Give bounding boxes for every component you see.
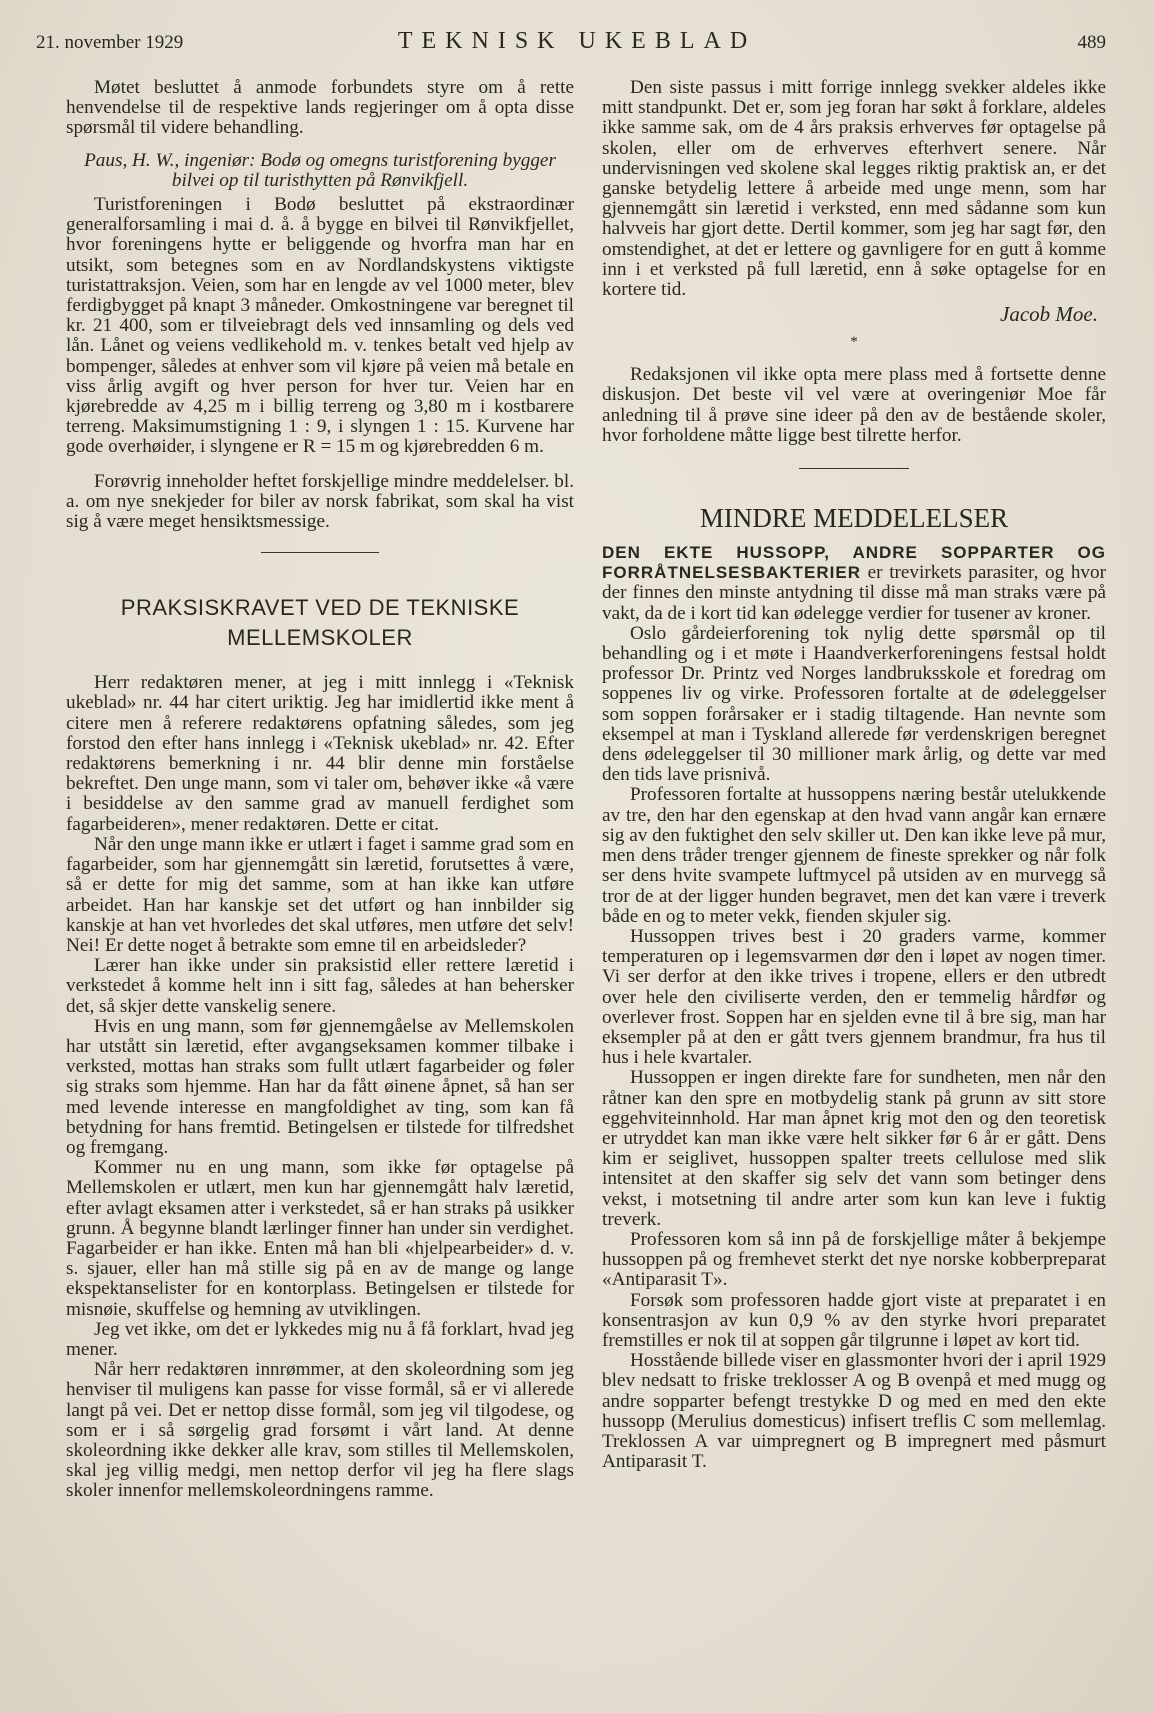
- paragraph: Oslo gårdeierforening tok nylig dette spørsmål op til behandling og i et møte i Haandverkerforeningens festsal holdt professor Dr. Printz ved Norges landbruksskole et foredrag om soppenes liv og virke. Professoren fortalte at de ødeleggelser som soppen forårsaker er i stadig tiltagende. Han nevnte som eksempel at man i Tyskland allerede før verdenskrigen beregnet dens ødeleggelser til 30 millioner mark årlig, og dette var med den tids lave prisnivå.: [602, 622, 1106, 786]
- asterisk-separator: *: [850, 334, 858, 351]
- paragraph: Når den unge mann ikke er utlært i faget i samme grad som en fagarbeider, som har gjennemgått sin læretid, forutsettes å være, så er dette for mig det samme, som at han ikke kan utføre arbeidet. Han har kanskje set det utført og han innbilder sig kanskje at han vet hvorledes det skal utføres, men utføre det selv! Nei! Er dette noget å betrakte som emne til en arbeidsleder?: [66, 833, 574, 956]
- issue-date: 21. november 1929: [36, 32, 184, 53]
- article-byline: Paus, H. W., ingeniør: Bodø og omegns turistforening bygger bilvei op til turisthytten på Rønvikfjell.: [84, 149, 556, 191]
- paragraph: Herr redaktøren mener, at jeg i mitt innlegg i «Teknisk ukeblad» nr. 44 har citert uriktig. Jeg har imidlertid ikke ment å citere men å referere redaktørens opfatning således, som jeg forstod den efter hans innlegg i «Teknisk ukeblad» nr. 42. Efter redaktørens bemerkning i nr. 44 blir denne min forståelse bekreftet. Den unge mann, som vi taler om, behøver ikke «å være i besiddelse av den samme grad av manuell ferdighet som fagarbeideren», mener redaktøren. Dette er citat.: [66, 672, 574, 835]
- paragraph: Hvis en ung mann, som før gjennemgåelse av Mellemskolen har utstått sin læretid, efter avgangseksamen kommer tilbake i verksted, mottas han straks som fullt utlært fagarbeider og føler sig straks som hjemme. Han har da fått øinene åpnet, så han ser med levende interesse en mangfoldighet av ting, som kan få betydning for hans fremtid. Betingelsen er tilstede for tilfredshet og fremgang.: [66, 1015, 574, 1158]
- paragraph: Lærer han ikke under sin praksistid eller rettere læretid i verkstedet å komme helt inn i sitt fag, således at han behersker det, så skjer dette vanskelig senere.: [66, 955, 574, 1017]
- section-title: MINDRE MEDDELELSER: [699, 503, 1009, 534]
- paragraph: Professoren fortalte at hussoppens næring består utelukkende av tre, den har den egenskap at den hvad vann angår kan ernære sig av den fuktighet den selv skiller ut. Den kan ikke leve på mur, men dens tråder trenger gjennem de fineste sprekker og når folk ser dens hvite svampete luftmycel på utsiden av en murvegg så tror de at der ligger hunden begravet, men det kan være i treverk både en og to meter vekk, fienden skjuler sig.: [602, 784, 1106, 927]
- paragraph: Turistforeningen i Bodø besluttet på ekstraordinær generalforsamling i mai d. å. å bygge en bilvei til Rønvikfjellet, hvor foreningens hytte er beliggende og hvorfra man har en utsikt, som betegnes som en av Nordlandskystens viktigste turistattraksjon. Veien, som har en lengde av vel 1000 meter, blev ferdigbygget på knapt 3 måneder. Omkostningene var beregnet til kr. 21 400, som er tilveiebragt dels ved innsamling og dels ved lån. Lånet og veiens vedlikehold m. v. tenkes betalt ved hjelp av bompenger, således at enhver som vil kjøre på veien må betale en viss årlig avgift og hver person for hver tur. Veien har en kjørebredde av 4,25 m i billig terreng og 3,80 m i kostbarere terreng. Maksimumstigning 1 : 9, i slyngen 1 : 15. Kurvene har gode overhøider, i slyngene er R = 15 m og kjørebredden 6 m.: [66, 194, 574, 458]
- paragraph: Forsøk som professoren hadde gjort viste at preparatet i en konsentrasjon av kun 0,9 % av den styrke hvori preparatet fremstilles er nok til at soppen går tilgrunne i løpet av kort tid.: [602, 1289, 1106, 1351]
- paragraph: Jeg vet ikke, om det er lykkedes mig nu å få forklart, hvad jeg mener.: [66, 1318, 574, 1360]
- article-headline: PRAKSISKRAVET VED DE TEKNISKE MELLEMSKOLER: [120, 595, 520, 651]
- running-head: [0, 28, 1154, 64]
- paragraph: Den siste passus i mitt forrige innlegg svekker aldeles ikke mitt standpunkt. Det er, som jeg foran har søkt å forklare, aldeles ikke samme sak, om de 4 års praksis erhverves før optagelse på skolen, eller om de erhverves efterhvert senere. Når undervisningen ved skolene skal legges riktig praktisk an, er det ganske betydelig lettere å arbeide med unge menn, som har gjennemgått sin læretid i verksted, enn med sådanne som kun halvveis har gjort dette. Dertil kommer, som jeg har sagt før, den omstendighet, at det er lettere og gavnligere for en gutt å komme inn i et verksted på full læretid, enn å søke optagelse for en kortere tid.: [602, 77, 1106, 301]
- signature: Jacob Moe.: [1000, 302, 1098, 327]
- page-number: 489: [1077, 32, 1106, 53]
- paragraph: Professoren kom så inn på de forskjellige måter å bekjempe hussoppen på og fremhevet sterkt det nye norske kobberpreparat «Antiparasit T».: [602, 1228, 1106, 1291]
- divider: [261, 552, 379, 553]
- paragraph: Hosstående billede viser en glassmonter hvori der i april 1929 blev nedsatt to friske treklosser A og B ovenpå et med mugg og andre sopparter befengt trestykke D og med en med den ekte hussopp (Merulius domesticus) infisert treflis C som mellemlag. Treklossen A var uimpregnert og B impregnert med påsmurt Antiparasit T.: [602, 1350, 1106, 1473]
- paragraph: Møtet besluttet å anmode forbundets styre om å rette henvendelse til de respektive lands regjeringer om å opta disse spørsmål til videre behandling.: [66, 77, 574, 139]
- paragraph: Redaksjonen vil ikke opta mere plass med å fortsette denne diskusjon. Det beste vil vel være at overingeniør Moe får anledning til å prøve sine ideer på den av de bestående skoler, hvor forholdene måtte ligge best tilrette herfor.: [602, 364, 1106, 446]
- divider: [799, 468, 909, 469]
- paragraph: Hussoppen er ingen direkte fare for sundheten, men når den råtner kan den spre en motbydelig stank på grunn av sitt store eggehviteinnhold. Har man åpnet krig mot den og den teoretisk er utryddet kan man ikke være helt sikker før 6 år er gått. Dens kim er seiglivet, hussoppen spalter treets cellulose med slik intensitet at den skaffer sig selv det vann som betinger dens vekst, i motsetning til andre arter som kun kan leve i fuktig treverk.: [602, 1067, 1106, 1230]
- paragraph: Når herr redaktøren innrømmer, at den skoleordning som jeg henviser til muligens kan passe for visse formål, så er vi allerede langt på vei. Det er nettop disse formål, som jeg vil tilgodese, og som er i så sørgelig grad forsømt i vårt land. At denne skoleordning ikke dekker alle krav, som stilles til Mellemskolen, skal jeg villig medgi, men nettop derfor vil jeg ha flere slags skoler innenfor mellemskoleordningens ramme.: [66, 1359, 574, 1502]
- journal-title: TEKNISK UKEBLAD: [397, 28, 757, 54]
- paragraph: Forøvrig inneholder heftet forskjellige mindre meddelelser. bl. a. om nye snekjeder for biler av norsk fabrikat, som skal ha vist sig å være meget hensiktsmessige.: [66, 470, 574, 533]
- left-column: [66, 78, 574, 1502]
- right-column: [602, 78, 1106, 1472]
- lead-text: er trevirkets parasiter, og hvor der finnes den minste antydning til disse må man straks være på vakt, da de i kort tid kan ødelegge verdier for tusener av kroner.: [602, 562, 1106, 624]
- paragraph: [602, 543, 1106, 624]
- paragraph: Kommer nu en ung mann, som ikke før optagelse på Mellemskolen er utlært, men kun har gjennemgått halv læretid, efter avlagt eksamen atter i verkstedet, så er han straks på usikker grunn. Å begynne blandt lærlinger finner han under sin verdighet. Fagarbeider er han ikke. Enten må han bli «hjelpearbeider» d. v. s. sjauer, eller han må stille sig på en av de mange og lange ekspektanselister for en kontorplass. Betingelsen er tilstede for misnøie, skuffelse og hemning av utviklingen.: [66, 1157, 574, 1320]
- lead-caps: DEN EKTE HUSSOPP, ANDRE SOPPARTER OG FORRÅTNELSESBAKTERIER: [602, 543, 1106, 583]
- paragraph: Hussoppen trives best i 20 graders varme, kommer temperaturen op i legemsvarmen dør den i løpet av nogen timer. Vi ser derfor at den ikke trives i tropene, ellers er den utbredt over hele den civiliserte verden, den er temmelig hårdfør og overlever frost. Soppen har en sjelden evne til å bre sig, man har eksempler på at den er gått tvers gjennem brandmur, fra hus til hus i hele kvartaler.: [602, 925, 1106, 1069]
